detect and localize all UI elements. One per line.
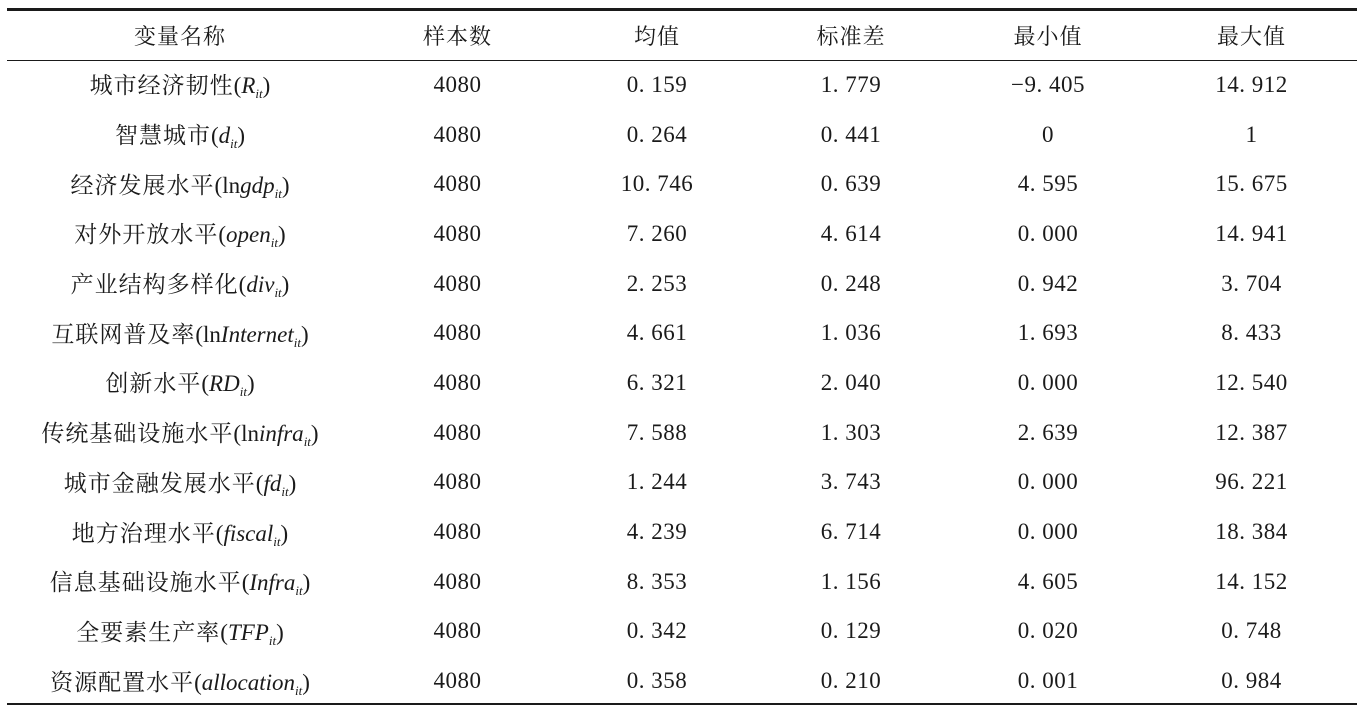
table-row [7,507,1357,557]
max-cell: 12. 540 [1215,369,1288,395]
sample-size-cell: 4080 [433,71,482,97]
header-min: 最小值 [1013,25,1083,50]
variable-symbol: (open$_{it}$) [218,222,286,251]
table-row [7,607,1357,657]
sample-size-cell: 4080 [433,519,482,545]
std-dev-cell: 0. 210 [820,668,882,694]
std-dev-cell: 4. 614 [820,220,882,246]
std-dev-cell: 3. 743 [820,469,882,495]
variable-symbol: $(RD_{it})$ [201,371,255,400]
symbol-letters: gdp [240,172,275,198]
header-mean: 均值 [633,25,680,50]
variable-symbol: (div$_{it}$) [238,272,290,301]
variable-name-cell [7,607,353,657]
variable-label: 经济发展水平 [70,172,215,199]
variable-name-cell [7,308,353,358]
symbol-letters: infra [258,421,304,447]
sample-size-cell: 4080 [433,469,482,495]
variable-name-cell [7,159,353,209]
variable-symbol: (fiscal$_{it}$) [215,520,289,549]
sample-size-cell: 4080 [433,419,482,445]
variable-label: 创新水平 [105,371,202,398]
variable-label: 互联网普及率 [51,321,196,348]
symbol-log-prefix: ln [203,321,221,347]
min-cell: 1. 693 [1017,320,1079,346]
symbol-subscript: it [274,185,282,201]
variable-label: 城市金融发展水平 [63,470,256,497]
min-cell: 4. 605 [1017,568,1079,594]
variable-label: 信息基础设施水平 [49,570,242,597]
sample-size-cell: 4080 [433,270,482,296]
sample-size-cell: 4080 [433,171,482,197]
symbol-subscript: it [270,235,278,251]
symbol-log-prefix: ln [222,172,241,198]
variable-symbol: (lninfra$_{it}$) [233,421,319,450]
table-row [7,557,1357,607]
variable-label: 全要素生产率 [76,619,221,646]
min-cell: 2. 639 [1017,419,1079,445]
mean-cell: 7. 588 [626,419,688,445]
table-row [7,656,1357,706]
std-dev-cell: 0. 248 [820,270,882,296]
min-cell: 0 [1042,121,1054,147]
max-cell: 15. 675 [1215,171,1288,197]
variable-label: 对外开放水平 [74,222,219,249]
std-dev-cell: 1. 303 [820,419,882,445]
sample-size-cell: 4080 [433,618,482,644]
symbol-letters: RD [209,371,240,397]
table-body [7,60,1357,706]
max-cell: 12. 387 [1215,419,1288,445]
max-cell: 14. 941 [1215,220,1288,246]
variable-symbol: $(fd_{it})$ [255,470,297,499]
symbol-letters: d [218,123,231,149]
mean-cell: 0. 159 [626,71,688,97]
symbol-subscript: it [268,632,277,648]
symbol-letters: R [241,73,256,99]
mean-cell: 10. 746 [620,171,694,197]
symbol-letters: allocation [201,669,296,695]
variable-label: 城市经济韧性 [89,73,234,100]
symbol-letters: Internet [220,321,294,347]
variable-symbol: (lnInternet$_{it}$) [195,321,309,350]
std-dev-cell: 1. 156 [820,568,882,594]
mean-cell: 4. 239 [626,519,688,545]
std-dev-cell: 1. 779 [820,71,882,97]
table-row [7,458,1357,508]
max-cell: 14. 152 [1215,568,1288,594]
symbol-subscript: it [293,334,301,350]
table-header-row [7,11,1357,60]
variable-symbol: (allocation$_{it}$) [194,669,310,698]
symbol-subscript: it [239,384,247,400]
symbol-subscript: it [273,533,281,549]
min-cell: −9. 405 [1011,71,1085,97]
std-dev-cell: 0. 441 [820,121,882,147]
header-variable-name: 变量名称 [133,25,226,50]
sample-size-cell: 4080 [433,220,482,246]
variable-symbol: $(d_{it})$ [210,123,246,152]
std-dev-cell: 6. 714 [820,519,882,545]
symbol-letters: div [246,272,275,298]
variable-name-cell [7,507,353,557]
symbol-letters: fd [263,470,282,496]
variable-label: 资源配置水平 [50,669,195,696]
mean-cell: 0. 264 [626,121,688,147]
min-cell: 0. 000 [1017,369,1079,395]
variable-symbol: $(TFP_{it})$ [220,619,284,648]
min-cell: 0. 000 [1017,469,1079,495]
max-cell: 0. 984 [1221,668,1282,694]
max-cell: 3. 704 [1221,270,1282,296]
header-max: 最大值 [1216,25,1286,50]
variable-name-cell [7,458,353,508]
mean-cell: 0. 358 [626,668,688,694]
mean-cell: 2. 253 [626,270,688,296]
variable-name-cell [7,60,353,110]
sample-size-cell: 4080 [433,121,482,147]
table-row [7,110,1357,160]
table-row [7,60,1357,110]
variable-label: 传统基础设施水平 [41,421,234,448]
symbol-subscript: it [274,285,282,301]
variable-name-cell [7,408,353,458]
symbol-subscript: it [255,86,263,102]
mean-cell: 1. 244 [626,469,688,495]
sample-size-cell: 4080 [433,320,482,346]
std-dev-cell: 0. 639 [820,171,882,197]
symbol-subscript: it [295,583,303,599]
symbol-letters: TFP [227,619,269,645]
table-row [7,408,1357,458]
sample-size-cell: 4080 [433,668,482,694]
mean-cell: 8. 353 [626,568,688,594]
max-cell: 0. 748 [1221,618,1282,644]
min-cell: 0. 942 [1017,270,1079,296]
symbol-subscript: it [295,682,303,698]
variable-symbol: (lngdp$_{it}$) [214,172,290,201]
max-cell: 1 [1245,121,1258,147]
variable-name-cell [7,656,353,706]
sample-size-cell: 4080 [433,369,482,395]
max-cell: 8. 433 [1221,320,1282,346]
variable-label: 地方治理水平 [71,520,216,547]
variable-name-cell [7,110,353,160]
sample-size-cell: 4080 [433,568,482,594]
max-cell: 96. 221 [1215,469,1288,495]
table-row [7,358,1357,408]
symbol-letters: open [226,222,271,248]
mean-cell: 6. 321 [626,369,688,395]
variable-label: 智慧城市 [114,123,211,150]
variable-name-cell [7,358,353,408]
header-sample-size: 样本数 [422,25,492,50]
variable-symbol: (Infra$_{it}$) [241,570,311,599]
std-dev-cell: 1. 036 [820,320,882,346]
descriptive-statistics-table [7,11,1357,706]
mean-cell: 4. 661 [626,320,688,346]
symbol-subscript: it [281,483,289,499]
table-row [7,308,1357,358]
std-dev-cell: 2. 040 [820,369,882,395]
min-cell: 0. 001 [1017,668,1079,694]
table-row [7,159,1357,209]
variable-symbol: $(R_{it})$ [233,73,271,102]
variable-name-cell [7,557,353,607]
symbol-subscript: it [230,136,238,152]
header-std-dev: 标准差 [816,25,886,50]
symbol-letters: Infra [249,570,296,596]
min-cell: 0. 000 [1017,220,1079,246]
min-cell: 0. 020 [1017,618,1079,644]
variable-name-cell [7,259,353,309]
max-cell: 18. 384 [1215,519,1288,545]
symbol-subscript: it [303,434,311,450]
table-row [7,259,1357,309]
min-cell: 4. 595 [1017,171,1079,197]
min-cell: 0. 000 [1017,519,1079,545]
variable-name-cell [7,209,353,259]
symbol-log-prefix: ln [241,421,259,447]
table-row [7,209,1357,259]
variable-label: 产业结构多样化 [70,272,239,299]
symbol-letters: fiscal [223,520,274,546]
std-dev-cell: 0. 129 [820,618,882,644]
mean-cell: 7. 260 [626,220,688,246]
max-cell: 14. 912 [1215,71,1288,97]
mean-cell: 0. 342 [626,618,688,644]
